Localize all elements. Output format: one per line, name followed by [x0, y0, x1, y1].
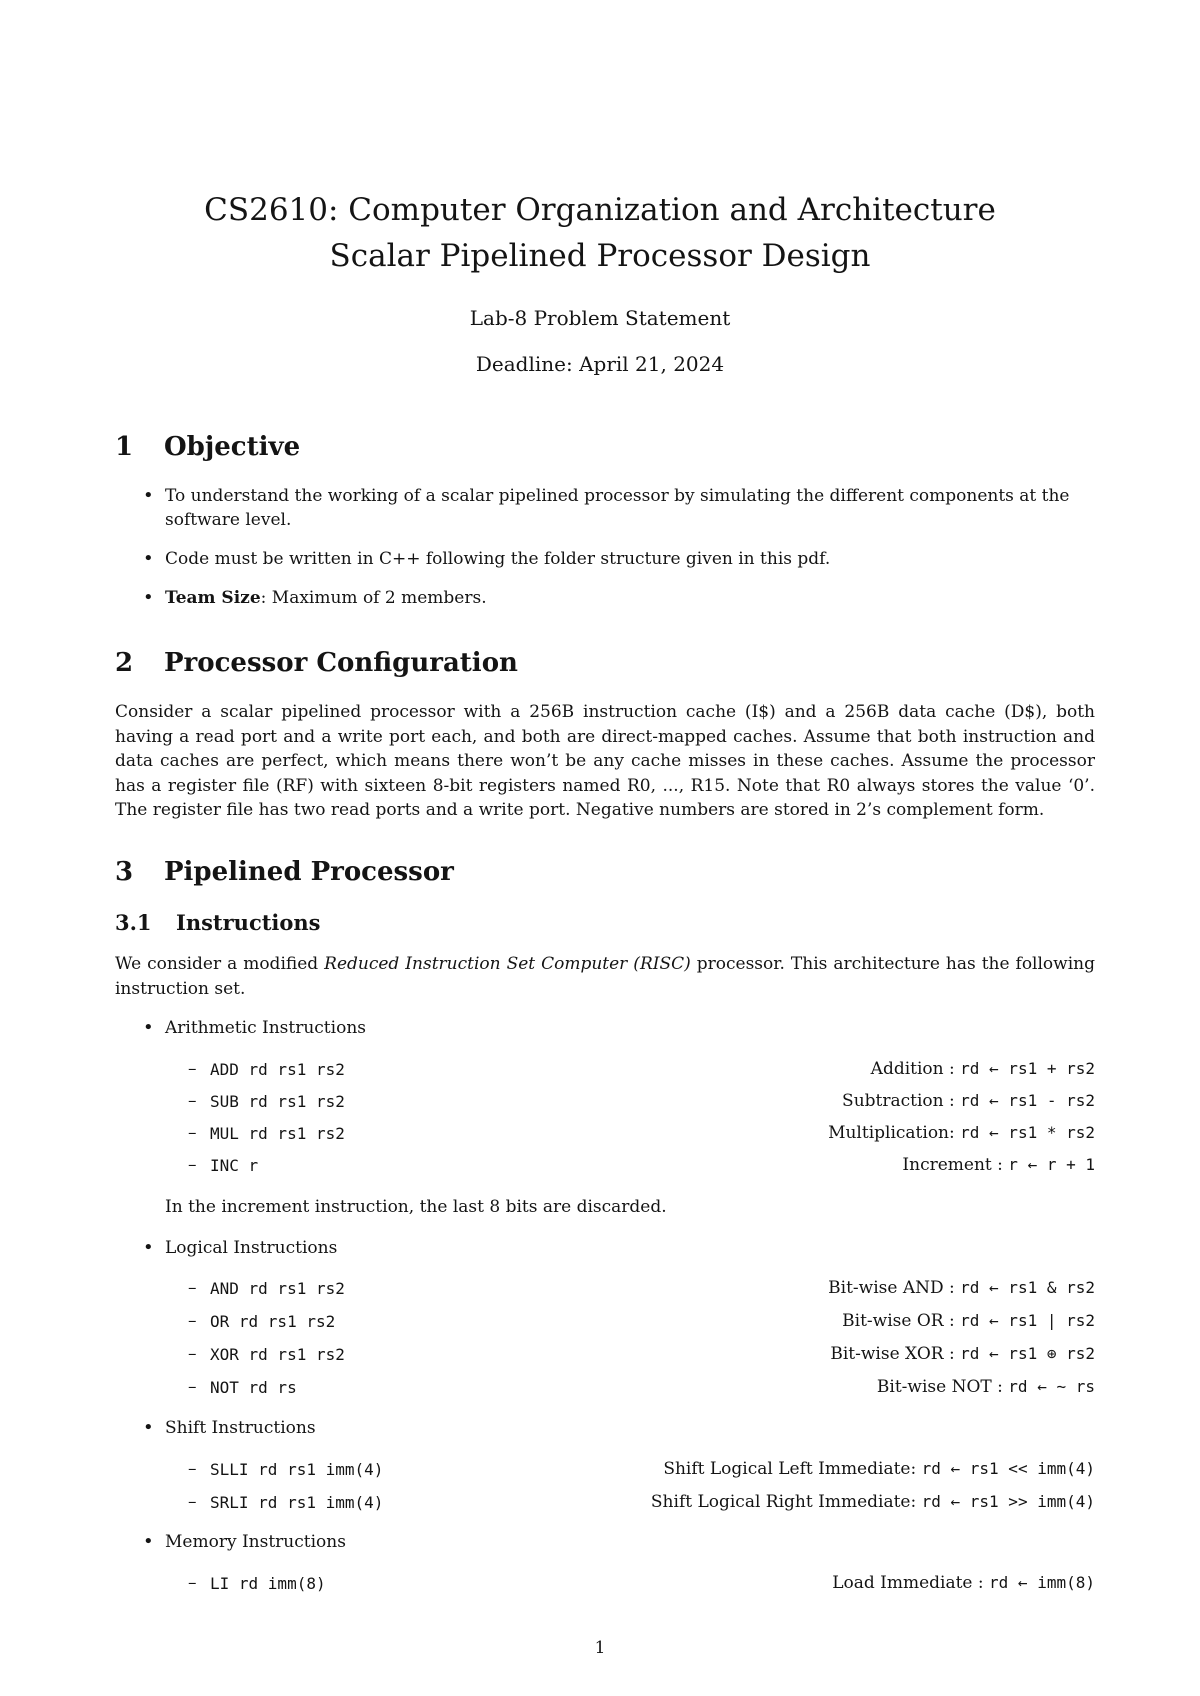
intro-text: processor. This architecture has the following instruction set.	[115, 954, 1095, 999]
instruction-syntax: LI rd imm(8)	[210, 1574, 326, 1593]
operation-name: Bit-wise OR :	[842, 1311, 961, 1331]
section-heading-objective	[115, 432, 300, 462]
instruction-description	[842, 1311, 1095, 1331]
dash-marker: –	[188, 1123, 197, 1143]
instruction-syntax: MUL rd rs1 rs2	[210, 1124, 345, 1143]
operation-name: Bit-wise XOR :	[830, 1344, 961, 1364]
configuration-paragraph: Consider a scalar pipelined processor with a 256B instruction cache (I$) and a 256B data cache (D$), both having a read port and a write port each, and both are direct-mapped caches. Assume that both instruction and data caches are perfect, which means there won’t be any cache misses in these caches. Assume the processor has a register file (RF) with sixteen 8-bit registers named R0, ..., R15. Note that R0 always stores the value ‘0’. The register file has two read ports and a write port. Negative numbers are stored in 2’s complement form.	[115, 702, 1095, 820]
instruction-row-slli	[188, 1459, 1095, 1485]
instruction-description	[877, 1377, 1095, 1397]
assignment-title: Scalar Pipelined Processor Design	[329, 238, 871, 274]
operation-expression: rd ← rs1 - rs2	[960, 1091, 1095, 1110]
instruction-syntax: ADD rd rs1 rs2	[210, 1060, 345, 1079]
dash-marker: –	[188, 1344, 197, 1364]
instruction-description	[828, 1278, 1095, 1298]
section-number: 3	[115, 857, 134, 887]
instruction-syntax: SLLI rd rs1 imm(4)	[210, 1460, 384, 1479]
operation-expression: rd ← imm(8)	[989, 1573, 1095, 1592]
operation-name: Shift Logical Right Immediate:	[650, 1492, 922, 1512]
dash-marker: –	[188, 1492, 197, 1512]
operation-expression: rd ← rs1 + rs2	[960, 1059, 1095, 1078]
dash-marker: –	[188, 1091, 197, 1111]
instruction-row-srli	[188, 1492, 1095, 1518]
list-item: • Code must be written in C++ following the folder structure given in this pdf.	[143, 547, 1095, 571]
dash-marker: –	[188, 1155, 197, 1175]
deadline: Deadline: April 21, 2024	[475, 352, 725, 376]
subsection-heading-instructions	[115, 910, 321, 935]
team-size-value: : Maximum of 2 members.	[260, 588, 487, 608]
instruction-description	[663, 1459, 1095, 1479]
instruction-row-or	[188, 1311, 1095, 1337]
instruction-row-li	[188, 1573, 1095, 1599]
instructions-intro	[115, 952, 1095, 1001]
operation-name: Subtraction :	[842, 1091, 961, 1111]
instruction-description	[842, 1091, 1095, 1111]
section-number: 2	[115, 648, 134, 678]
objective-list	[143, 484, 1095, 625]
section-title: Pipelined Processor	[164, 857, 454, 887]
dash-marker: –	[188, 1377, 197, 1397]
instruction-syntax: SUB rd rs1 rs2	[210, 1092, 345, 1111]
instruction-row-mul	[188, 1123, 1095, 1149]
intro-emphasis: Reduced Instruction Set Computer (RISC)	[324, 954, 691, 974]
instruction-row-xor	[188, 1344, 1095, 1370]
list-item	[143, 586, 1095, 610]
instruction-description	[832, 1573, 1095, 1593]
group-logical: • Logical Instructions	[143, 1238, 337, 1258]
group-arithmetic: • Arithmetic Instructions	[143, 1018, 366, 1038]
instruction-syntax: NOT rd rs	[210, 1378, 297, 1397]
list-item: • To understand the working of a scalar pipelined processor by simulating the different components at the software level.	[143, 484, 1095, 532]
instruction-description	[830, 1344, 1095, 1364]
dash-marker: –	[188, 1059, 197, 1079]
dash-marker: –	[188, 1459, 197, 1479]
operation-expression: rd ← ∼ rs	[1008, 1377, 1095, 1396]
operation-expression: rd ← rs1 & rs2	[960, 1278, 1095, 1297]
operation-name: Load Immediate :	[832, 1573, 990, 1593]
section-heading-configuration	[115, 648, 518, 678]
instruction-description	[871, 1059, 1095, 1079]
instruction-row-sub	[188, 1091, 1095, 1117]
section-title: Processor Configuration	[164, 648, 518, 678]
instruction-row-not	[188, 1377, 1095, 1403]
instruction-syntax: XOR rd rs1 rs2	[210, 1345, 345, 1364]
team-size-label: Team Size	[165, 588, 261, 608]
lab-label: Lab-8 Problem Statement	[469, 306, 731, 330]
instruction-row-and	[188, 1278, 1095, 1304]
dash-marker: –	[188, 1278, 197, 1298]
operation-expression: rd ← rs1 * rs2	[960, 1123, 1095, 1142]
operation-expression: rd ← rs1 << imm(4)	[921, 1459, 1095, 1478]
operation-name: Bit-wise NOT :	[876, 1377, 1009, 1397]
operation-expression: rd ← rs1 ⊕ rs2	[960, 1344, 1095, 1363]
instruction-syntax: AND rd rs1 rs2	[210, 1279, 345, 1298]
instruction-row-inc	[188, 1155, 1095, 1181]
group-memory: • Memory Instructions	[143, 1532, 346, 1552]
instruction-syntax: OR rd rs1 rs2	[210, 1312, 336, 1331]
page-number: 1	[594, 1638, 606, 1658]
operation-name: Shift Logical Left Immediate:	[663, 1459, 922, 1479]
operation-name: Increment :	[902, 1155, 1009, 1175]
group-shift: • Shift Instructions	[143, 1418, 316, 1438]
operation-expression: rd ← rs1 >> imm(4)	[921, 1492, 1095, 1511]
instruction-syntax: SRLI rd rs1 imm(4)	[210, 1493, 384, 1512]
operation-name: Addition :	[870, 1059, 961, 1079]
intro-text: We consider a modified	[115, 954, 325, 974]
instruction-description	[828, 1123, 1095, 1143]
instruction-syntax: INC r	[210, 1156, 259, 1175]
operation-name: Multiplication:	[828, 1123, 961, 1143]
subsection-title: Instructions	[176, 910, 321, 935]
section-number: 1	[115, 432, 134, 462]
title-block	[0, 187, 1200, 377]
increment-note: In the increment instruction, the last 8 bits are discarded.	[165, 1197, 667, 1217]
operation-name: Bit-wise AND :	[828, 1278, 961, 1298]
instruction-row-add	[188, 1059, 1095, 1085]
section-heading-pipelined	[115, 857, 454, 887]
dash-marker: –	[188, 1573, 197, 1593]
operation-expression: rd ← rs1 | rs2	[960, 1311, 1095, 1330]
dash-marker: –	[188, 1311, 197, 1331]
course-title: CS2610: Computer Organization and Architecture	[204, 192, 996, 228]
section-title: Objective	[164, 432, 301, 462]
instruction-description	[651, 1492, 1095, 1512]
subsection-number: 3.1	[115, 910, 152, 935]
instruction-description	[902, 1155, 1095, 1175]
operation-expression: r ← r + 1	[1008, 1155, 1095, 1174]
